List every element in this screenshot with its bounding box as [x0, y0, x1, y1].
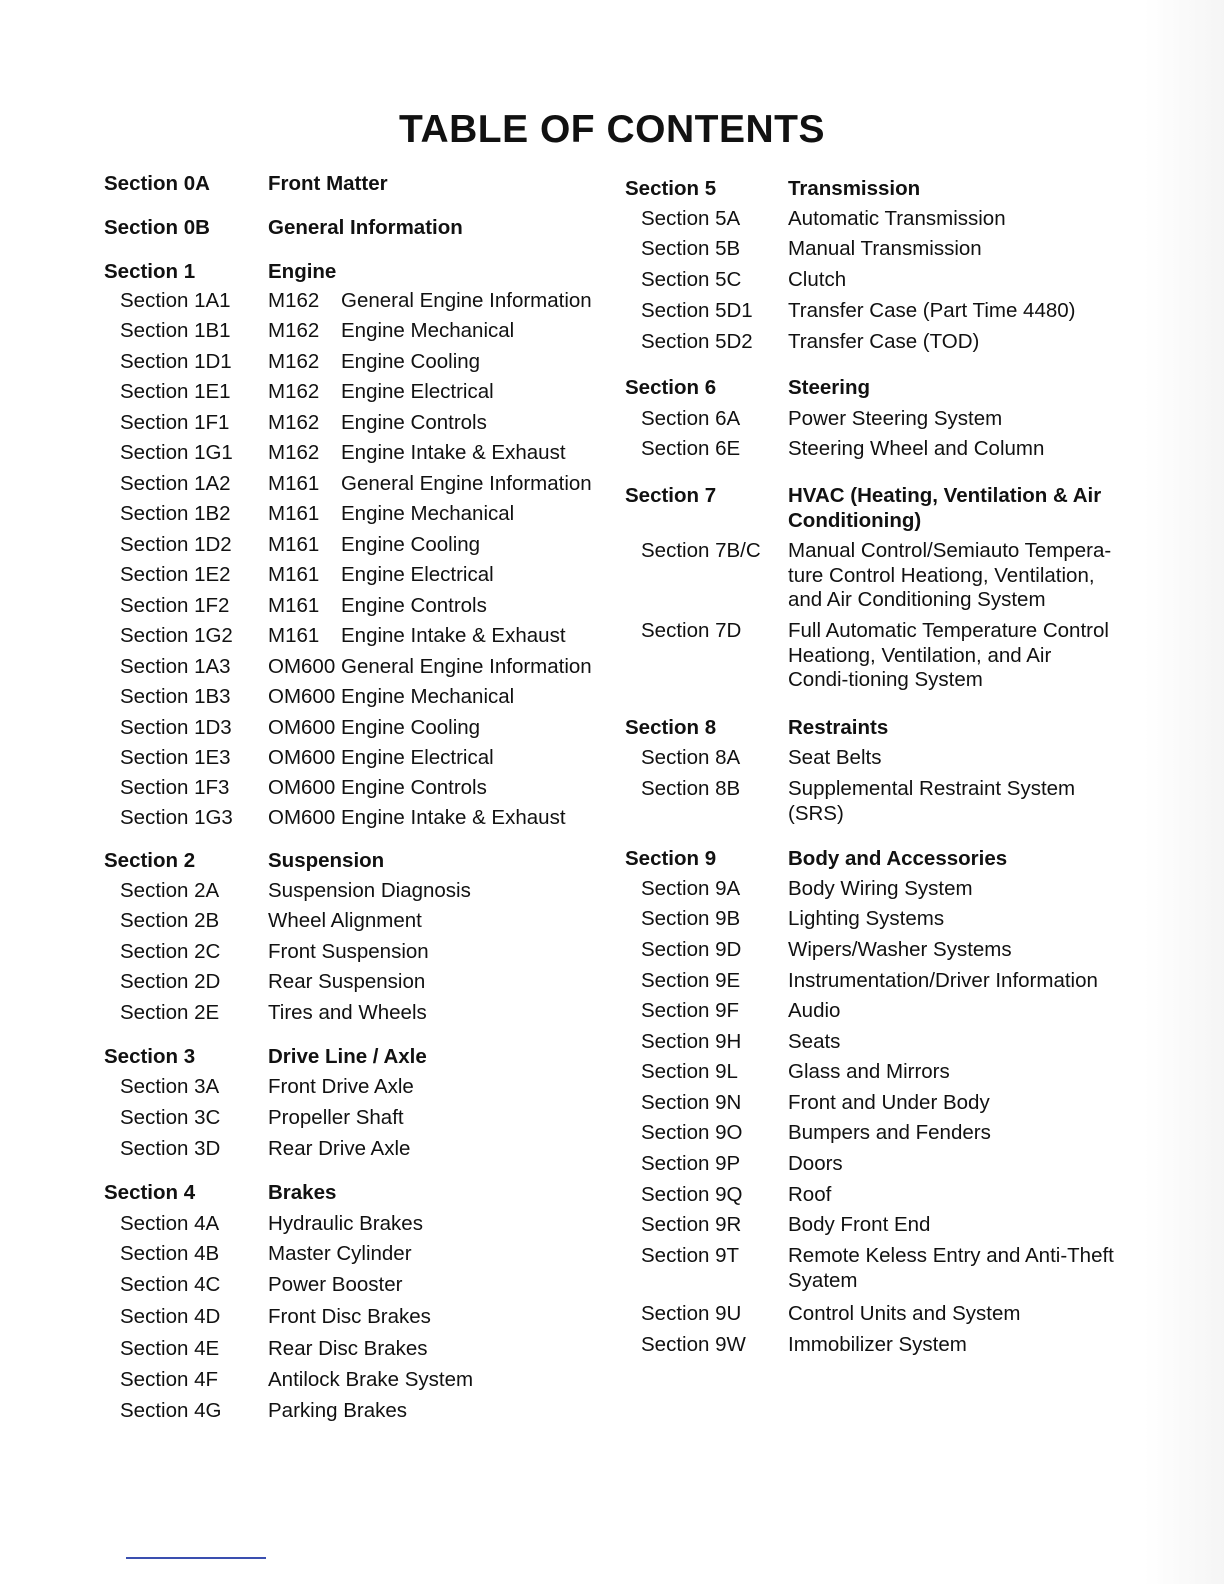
toc-group-title: Drive Line / Axle	[268, 1045, 427, 1068]
toc-section-number: Section 9U	[641, 1302, 742, 1325]
toc-entry-title: Power Booster	[268, 1273, 403, 1296]
toc-section-number: Section 1A1	[120, 289, 231, 312]
toc-engine-code: M162	[268, 289, 320, 312]
toc-section-number: Section 9N	[641, 1091, 742, 1114]
toc-entry-title: Manual Control/Semiauto Tempera-ture Control Heationg, Ventilation, and Air Conditioning System	[788, 539, 1112, 611]
toc-entry-title: Power Steering System	[788, 407, 1003, 430]
toc-section-number: Section 4B	[120, 1242, 220, 1265]
toc-section-number: Section 9F	[641, 999, 739, 1022]
toc-entry-title: Engine Intake & Exhaust	[341, 624, 566, 647]
toc-section-number: Section 2B	[120, 909, 220, 932]
toc-engine-code: M161	[268, 594, 320, 617]
toc-section-number: Section 1D3	[120, 716, 232, 739]
toc-entry-title: Engine Intake & Exhaust	[341, 806, 566, 829]
toc-section-number: Section 1B2	[120, 502, 231, 525]
toc-section-number: Section 9R	[641, 1213, 742, 1236]
toc-engine-code: OM600	[268, 776, 336, 799]
toc-section-number: Section 9D	[641, 938, 742, 961]
toc-entry-title: Suspension Diagnosis	[268, 879, 471, 902]
toc-engine-code: M161	[268, 624, 320, 647]
toc-entry-title: General Engine Information	[341, 472, 592, 495]
toc-section-number: Section 1	[104, 260, 196, 283]
toc-section-number: Section 1F3	[120, 776, 230, 799]
toc-engine-code: OM600	[268, 716, 336, 739]
toc-section-number: Section 7D	[641, 619, 742, 642]
toc-section-number: Section 1D1	[120, 350, 232, 373]
toc-group-title: Suspension	[268, 849, 385, 872]
toc-entry-title: Wipers/Washer Systems	[788, 938, 1012, 961]
toc-group-title: Restraints	[788, 716, 889, 739]
toc-entry-title: Supplemental Restraint System (SRS)	[788, 777, 1076, 825]
toc-engine-code: OM600	[268, 806, 336, 829]
toc-section-number: Section 9E	[641, 969, 741, 992]
toc-entry-title: Audio	[788, 999, 841, 1022]
toc-group-title: Steering	[788, 376, 871, 399]
toc-group-title: HVAC (Heating, Ventilation & Air Conditioning)	[788, 484, 1102, 532]
toc-section-number: Section 5B	[641, 237, 741, 260]
toc-entry-title: Lighting Systems	[788, 907, 945, 930]
toc-entry-title: Bumpers and Fenders	[788, 1121, 991, 1144]
toc-section-number: Section 3D	[120, 1137, 221, 1160]
toc-section-number: Section 1F1	[120, 411, 230, 434]
toc-section-number: Section 9T	[641, 1244, 739, 1267]
toc-section-number: Section 5D2	[641, 330, 753, 353]
toc-entry-title: Rear Disc Brakes	[268, 1337, 428, 1360]
toc-entry-title: Engine Electrical	[341, 380, 494, 403]
toc-entry-title: Master Cylinder	[268, 1242, 412, 1265]
toc-entry-title: Engine Electrical	[341, 563, 494, 586]
toc-entry-title: Hydraulic Brakes	[268, 1212, 423, 1235]
toc-engine-code: M162	[268, 411, 320, 434]
toc-section-number: Section 7B/C	[641, 539, 761, 562]
toc-section-number: Section 4F	[120, 1368, 218, 1391]
toc-section-number: Section 2C	[120, 940, 221, 963]
toc-entry-title: Engine Controls	[341, 776, 487, 799]
toc-group-title: Engine	[268, 260, 337, 283]
toc-engine-code: M162	[268, 350, 320, 373]
toc-section-number: Section 0A	[104, 172, 210, 195]
toc-group-title: General Information	[268, 216, 463, 239]
toc-entry-title: Tires and Wheels	[268, 1001, 427, 1024]
toc-section-number: Section 6E	[641, 437, 741, 460]
toc-engine-code: M161	[268, 472, 320, 495]
scan-edge-shading	[1144, 0, 1224, 1584]
toc-section-number: Section 9L	[641, 1060, 738, 1083]
toc-section-number: Section 4D	[120, 1305, 221, 1328]
toc-entry-title: Front and Under Body	[788, 1091, 990, 1114]
toc-entry-title: Engine Mechanical	[341, 502, 515, 525]
toc-section-number: Section 6	[625, 376, 717, 399]
toc-entry-title: Transfer Case (Part Time 4480)	[788, 299, 1076, 322]
toc-entry-title: Roof	[788, 1183, 832, 1206]
toc-entry-title: Immobilizer System	[788, 1333, 967, 1356]
toc-section-number: Section 5A	[641, 207, 741, 230]
toc-section-number: Section 1G3	[120, 806, 233, 829]
footer-rule	[126, 1557, 266, 1559]
toc-section-number: Section 2	[104, 849, 196, 872]
toc-section-number: Section 1E1	[120, 380, 231, 403]
toc-entry-title: Body Front End	[788, 1213, 931, 1236]
toc-section-number: Section 9H	[641, 1030, 742, 1053]
toc-entry-title: Body Wiring System	[788, 877, 973, 900]
toc-group-title: Body and Accessories	[788, 847, 1008, 870]
toc-entry-title: Propeller Shaft	[268, 1106, 404, 1129]
toc-section-number: Section 3A	[120, 1075, 220, 1098]
toc-section-number: Section 8A	[641, 746, 741, 769]
toc-section-number: Section 9A	[641, 877, 741, 900]
toc-section-number: Section 3C	[120, 1106, 221, 1129]
toc-entry-title: Engine Controls	[341, 594, 487, 617]
toc-engine-code: M161	[268, 563, 320, 586]
toc-section-number: Section 9O	[641, 1121, 743, 1144]
toc-entry-title: Steering Wheel and Column	[788, 437, 1045, 460]
toc-entry-title: Engine Intake & Exhaust	[341, 441, 566, 464]
toc-section-number: Section 1G1	[120, 441, 233, 464]
toc-entry-title: Automatic Transmission	[788, 207, 1006, 230]
toc-engine-code: OM600	[268, 685, 336, 708]
toc-group-title: Front Matter	[268, 172, 388, 195]
page-title: TABLE OF CONTENTS	[399, 108, 825, 151]
toc-section-number: Section 1G2	[120, 624, 233, 647]
toc-entry-title: Instrumentation/Driver Information	[788, 969, 1098, 992]
toc-entry-title: General Engine Information	[341, 655, 592, 678]
toc-engine-code: M162	[268, 319, 320, 342]
toc-section-number: Section 2A	[120, 879, 220, 902]
toc-entry-title: Front Suspension	[268, 940, 429, 963]
toc-section-number: Section 0B	[104, 216, 210, 239]
toc-entry-title: Clutch	[788, 268, 847, 291]
toc-entry-title: Remote Keless Entry and Anti-Theft Syatem	[788, 1244, 1114, 1292]
toc-entry-title: Front Disc Brakes	[268, 1305, 431, 1328]
toc-section-number: Section 6A	[641, 407, 741, 430]
toc-section-number: Section 5C	[641, 268, 742, 291]
toc-section-number: Section 9Q	[641, 1183, 743, 1206]
toc-entry-title: Antilock Brake System	[268, 1368, 474, 1391]
toc-entry-title: Engine Cooling	[341, 350, 481, 373]
toc-section-number: Section 1A3	[120, 655, 231, 678]
toc-entry-title: Seat Belts	[788, 746, 882, 769]
toc-entry-title: Engine Mechanical	[341, 685, 515, 708]
toc-engine-code: M161	[268, 533, 320, 556]
toc-section-number: Section 1E2	[120, 563, 231, 586]
toc-section-number: Section 2E	[120, 1001, 220, 1024]
toc-entry-title: Doors	[788, 1152, 843, 1175]
toc-section-number: Section 8B	[641, 777, 741, 800]
toc-entry-title: Control Units and System	[788, 1302, 1021, 1325]
toc-section-number: Section 5	[625, 177, 717, 200]
toc-engine-code: M162	[268, 441, 320, 464]
toc-section-number: Section 9P	[641, 1152, 741, 1175]
toc-section-number: Section 4G	[120, 1399, 222, 1422]
toc-section-number: Section 1F2	[120, 594, 230, 617]
toc-entry-title: Engine Mechanical	[341, 319, 515, 342]
toc-engine-code: M161	[268, 502, 320, 525]
toc-section-number: Section 9	[625, 847, 717, 870]
toc-entry-title: Rear Drive Axle	[268, 1137, 411, 1160]
toc-entry-title: Transfer Case (TOD)	[788, 330, 980, 353]
toc-entry-title: Front Drive Axle	[268, 1075, 414, 1098]
toc-entry-title: Wheel Alignment	[268, 909, 422, 932]
toc-section-number: Section 4C	[120, 1273, 221, 1296]
toc-entry-title: Engine Controls	[341, 411, 487, 434]
toc-section-number: Section 4A	[120, 1212, 220, 1235]
toc-section-number: Section 3	[104, 1045, 196, 1068]
toc-section-number: Section 9B	[641, 907, 741, 930]
toc-section-number: Section 4E	[120, 1337, 220, 1360]
toc-engine-code: OM600	[268, 746, 336, 769]
toc-entry-title: Engine Cooling	[341, 533, 481, 556]
toc-entry-title: Manual Transmission	[788, 237, 982, 260]
toc-section-number: Section 5D1	[641, 299, 753, 322]
toc-engine-code: OM600	[268, 655, 336, 678]
toc-section-number: Section 9W	[641, 1333, 746, 1356]
toc-section-number: Section 4	[104, 1181, 196, 1204]
toc-entry-title: Glass and Mirrors	[788, 1060, 950, 1083]
toc-entry-title: Engine Electrical	[341, 746, 494, 769]
toc-section-number: Section 1D2	[120, 533, 232, 556]
toc-group-title: Brakes	[268, 1181, 337, 1204]
toc-section-number: Section 1E3	[120, 746, 231, 769]
toc-engine-code: M162	[268, 380, 320, 403]
toc-section-number: Section 1B3	[120, 685, 231, 708]
toc-entry-title: Full Automatic Temperature Control Heationg, Ventilation, and Air Condi-tioning System	[788, 619, 1109, 691]
toc-entry-title: Rear Suspension	[268, 970, 426, 993]
toc-section-number: Section 1B1	[120, 319, 231, 342]
toc-entry-title: General Engine Information	[341, 289, 592, 312]
toc-section-number: Section 1A2	[120, 472, 231, 495]
toc-section-number: Section 7	[625, 484, 717, 507]
toc-entry-title: Engine Cooling	[341, 716, 481, 739]
toc-section-number: Section 2D	[120, 970, 221, 993]
toc-entry-title: Parking Brakes	[268, 1399, 408, 1422]
toc-entry-title: Seats	[788, 1030, 841, 1053]
toc-group-title: Transmission	[788, 177, 921, 200]
toc-section-number: Section 8	[625, 716, 717, 739]
